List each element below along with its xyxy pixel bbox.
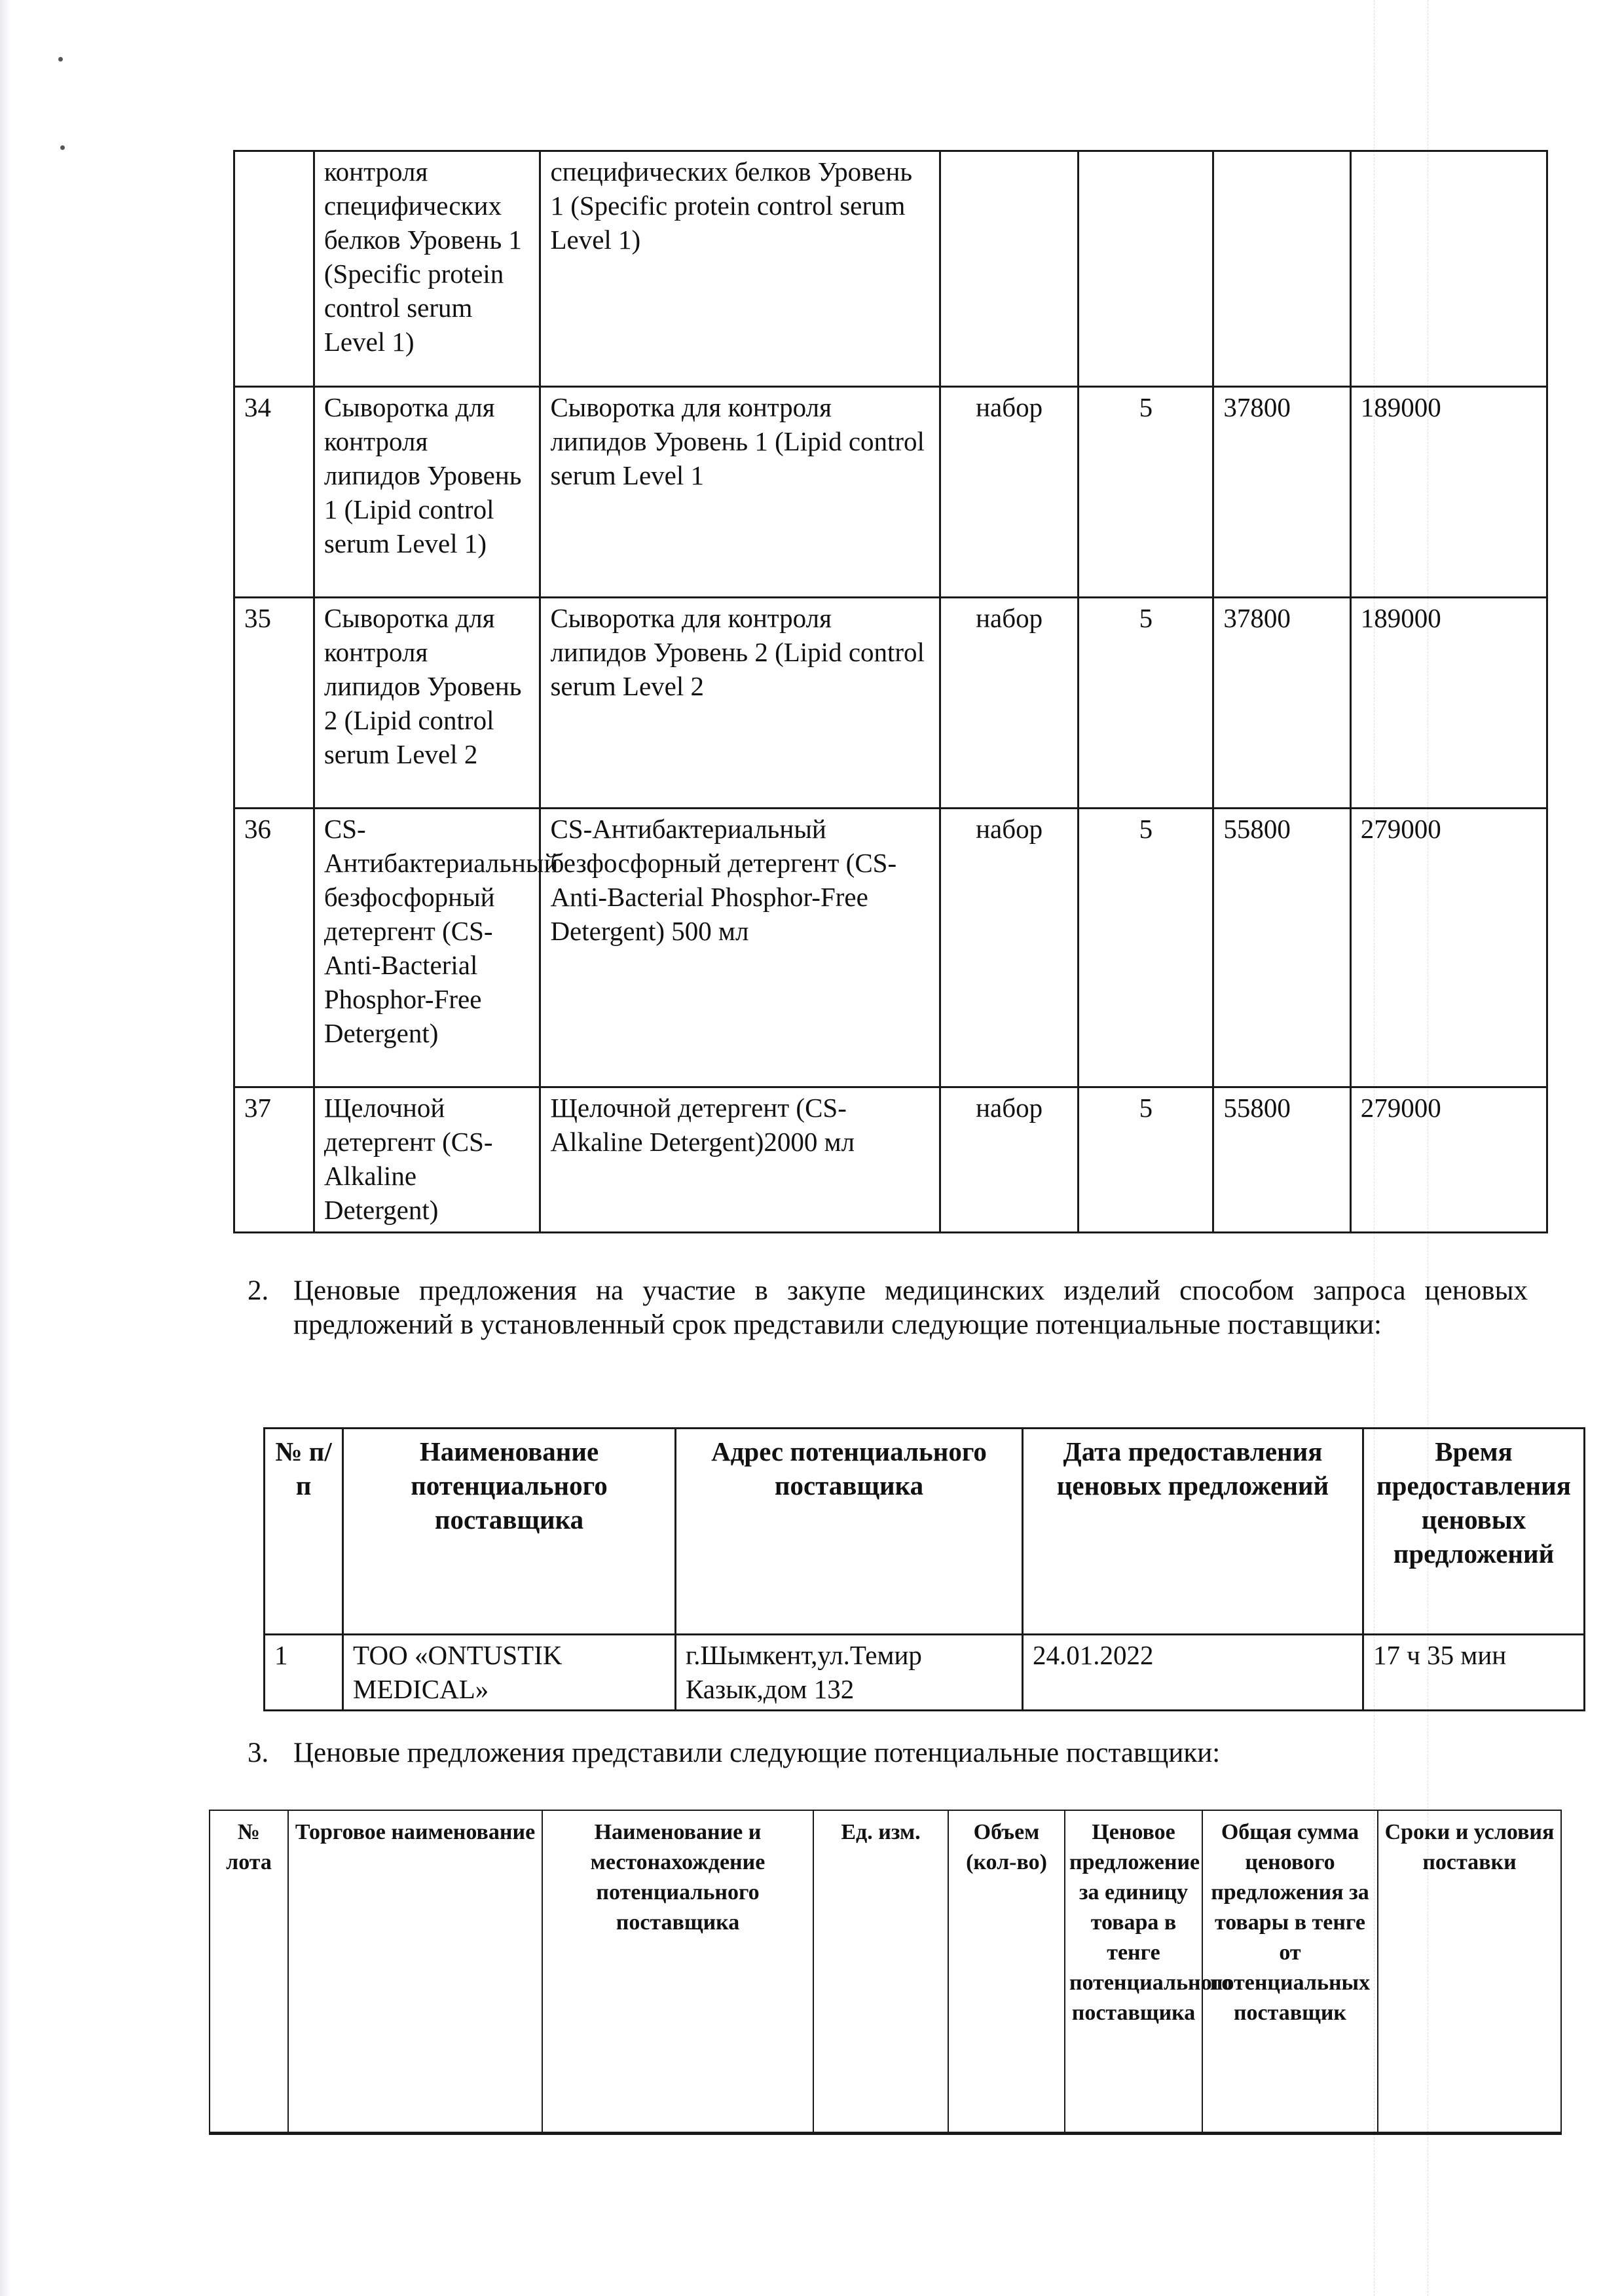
lot-quantity: 5 — [1079, 387, 1213, 598]
lot-quantity — [1079, 151, 1213, 387]
table-row — [234, 1087, 1547, 1233]
lot-specification: CS-Антибактериальный безфосфорный детергент (CS-Anti-Bacterial Phosphor-Free Detergent) 500 мл — [540, 809, 940, 1087]
lot-total: 279000 — [1350, 809, 1547, 1087]
lot-unit-price: 55800 — [1213, 809, 1350, 1087]
lot-total: 279000 — [1350, 1087, 1547, 1233]
table-row — [234, 809, 1547, 1087]
lot-specification: специфических белков Уровень 1 (Specific protein control serum Level 1) — [540, 151, 940, 387]
section-2-text: Ценовые предложения на участие в закупе медицинских изделий способом запроса ценовых предложений в установленный срок представили следующие потенциальные поставщики: — [293, 1275, 1528, 1340]
scan-dot — [58, 57, 63, 62]
lot-number: 36 — [234, 809, 314, 1087]
table-row — [234, 151, 1547, 387]
submission-date: 24.01.2022 — [1023, 1635, 1363, 1711]
col-header-total-amount: Общая сумма ценового предложения за товары в тенге от потенциальных поставщик — [1202, 1810, 1378, 2134]
table-header-row — [265, 1429, 1585, 1635]
table-row — [265, 1635, 1585, 1711]
lot-quantity: 5 — [1079, 598, 1213, 809]
col-header-submission-date: Дата предоставления ценовых предложений — [1023, 1429, 1363, 1635]
scan-dot — [60, 145, 65, 150]
col-header-quantity: Объем (кол-во) — [948, 1810, 1065, 2134]
section-3-paragraph — [248, 1736, 1528, 1770]
scan-edge-shadow — [0, 0, 10, 2296]
lot-unit-price: 37800 — [1213, 387, 1350, 598]
supplier-address: г.Шымкент,ул.Темир Казык,дом 132 — [676, 1635, 1023, 1711]
lot-name: контроля специфических белков Уровень 1 (Specific protein control serum Level 1) — [314, 151, 540, 387]
col-header-unit: Ед. изм. — [813, 1810, 948, 2134]
lot-unit — [940, 151, 1079, 387]
suppliers-table — [263, 1427, 1585, 1711]
submission-time: 17 ч 35 мин — [1363, 1635, 1585, 1711]
col-header-supplier-name: Наименование потенциального поставщика — [343, 1429, 676, 1635]
col-header-unit-price: Ценовое предложение за единицу товара в тенге потенциального поставщика — [1065, 1810, 1202, 2134]
lot-total: 189000 — [1350, 598, 1547, 809]
lot-unit-price — [1213, 151, 1350, 387]
lot-quantity: 5 — [1079, 1087, 1213, 1233]
section-2-paragraph — [248, 1274, 1528, 1342]
lot-unit: набор — [940, 387, 1079, 598]
section-2-number: 2. — [248, 1275, 269, 1306]
table-row — [234, 387, 1547, 598]
price-offers-table — [209, 1810, 1562, 2135]
table-header-row — [210, 1810, 1561, 2134]
lot-name: Щелочной детергент (CS-Alkaline Detergent) — [314, 1087, 540, 1233]
lot-quantity: 5 — [1079, 809, 1213, 1087]
lot-name: Сыворотка для контроля липидов Уровень 2 (Lipid control serum Level 2 — [314, 598, 540, 809]
section-3-text: Ценовые предложения представили следующие потенциальные поставщики: — [293, 1738, 1221, 1768]
lot-unit: набор — [940, 809, 1079, 1087]
lot-number: 34 — [234, 387, 314, 598]
lot-name: Сыворотка для контроля липидов Уровень 1 (Lipid control serum Level 1) — [314, 387, 540, 598]
lot-unit-price: 55800 — [1213, 1087, 1350, 1233]
supplier-number: 1 — [265, 1635, 343, 1711]
lot-specification: Щелочной детергент (CS-Alkaline Detergent)2000 мл — [540, 1087, 940, 1233]
col-header-trade-name: Торговое наименование — [288, 1810, 542, 2134]
section-3-number: 3. — [248, 1738, 269, 1768]
col-header-number: № п/п — [265, 1429, 343, 1635]
col-header-supplier-name-location: Наименование и местонахождение потенциального поставщика — [542, 1810, 813, 2134]
lot-specification: Сыворотка для контроля липидов Уровень 1 (Lipid control serum Level 1 — [540, 387, 940, 598]
lot-specification: Сыворотка для контроля липидов Уровень 2 (Lipid control serum Level 2 — [540, 598, 940, 809]
lots-table — [233, 150, 1548, 1233]
lot-total: 189000 — [1350, 387, 1547, 598]
lot-unit: набор — [940, 1087, 1079, 1233]
table-row — [234, 598, 1547, 809]
lot-unit: набор — [940, 598, 1079, 809]
col-header-lot-number: № лота — [210, 1810, 288, 2134]
col-header-delivery-terms: Сроки и условия поставки — [1378, 1810, 1561, 2134]
col-header-submission-time: Время предоставления ценовых предложений — [1363, 1429, 1585, 1635]
lot-name: CS-Антибактериальный безфосфорный детергент (CS-Anti-Bacterial Phosphor-Free Detergent) — [314, 809, 540, 1087]
lot-number: 35 — [234, 598, 314, 809]
col-header-supplier-address: Адрес потенциального поставщика — [676, 1429, 1023, 1635]
lot-number: 37 — [234, 1087, 314, 1233]
supplier-name: ТОО «ONTUSTIK MEDICAL» — [343, 1635, 676, 1711]
lot-unit-price: 37800 — [1213, 598, 1350, 809]
lot-total — [1350, 151, 1547, 387]
lot-number — [234, 151, 314, 387]
